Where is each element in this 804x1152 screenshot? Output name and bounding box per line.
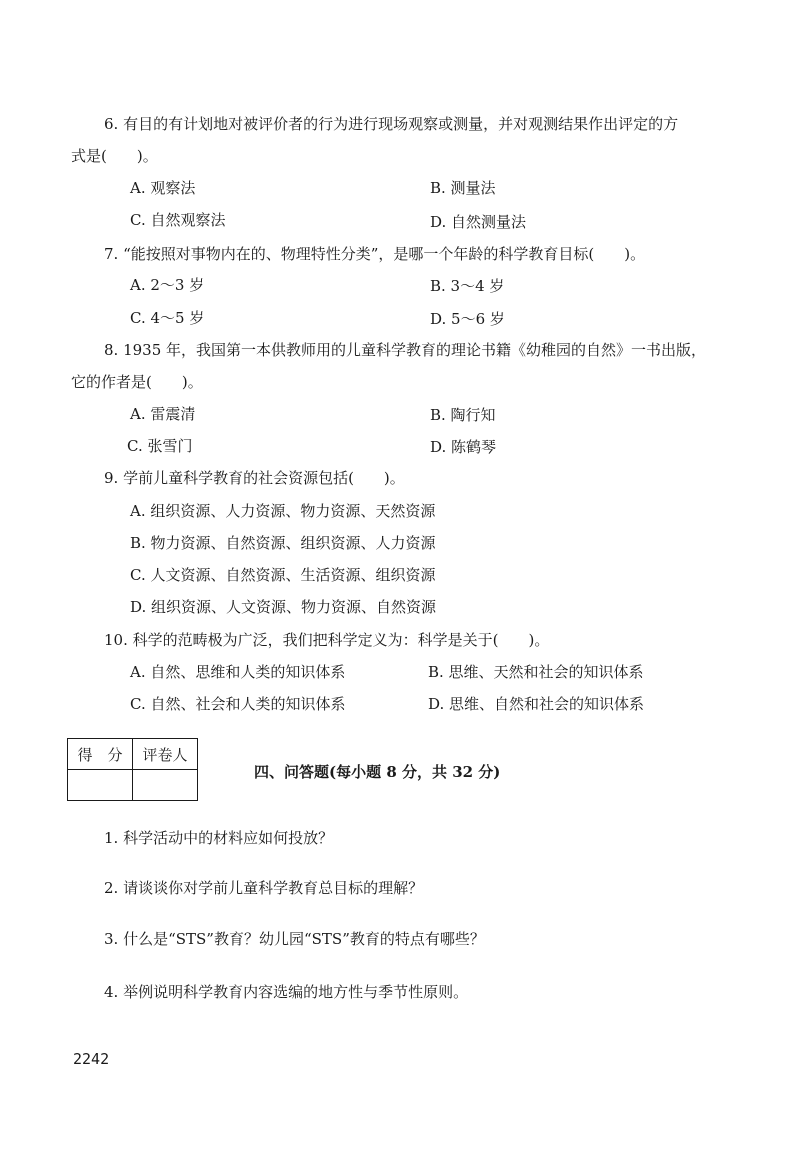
q7-option-c: C. 4～5 岁 bbox=[130, 309, 205, 327]
q10-stem: 10. 科学的范畴极为广泛，我们把科学定义为：科学是关于( )。 bbox=[104, 631, 550, 649]
q8-option-d: D. 陈鹤琴 bbox=[430, 438, 497, 456]
section4-question-4: 4. 举例说明科学教育内容选编的地方性与季节性原则。 bbox=[104, 983, 469, 1001]
q8-stem-line1: 8. 1935 年，我国第一本供教师用的儿童科学教育的理论书籍《幼稚园的自然》一书出版， bbox=[104, 341, 707, 359]
q6-option-a: A. 观察法 bbox=[130, 179, 196, 197]
q9-stem: 9. 学前儿童科学教育的社会资源包括( )。 bbox=[104, 469, 405, 487]
q8-option-a: A. 雷震清 bbox=[130, 405, 196, 423]
page-number: 2242 bbox=[73, 1050, 110, 1068]
q7-stem: 7. “能按照对事物内在的、物理特性分类”，是哪一个年龄的科学教育目标( )。 bbox=[104, 245, 646, 263]
q10-option-d: D. 思维、自然和社会的知识体系 bbox=[428, 695, 645, 713]
score-cell[interactable] bbox=[68, 770, 133, 801]
q9-option-b: B. 物力资源、自然资源、组织资源、人力资源 bbox=[130, 534, 436, 552]
q6-stem-line1: 6. 有目的有计划地对被评价者的行为进行现场观察或测量，并对观测结果作出评定的方 bbox=[104, 115, 679, 133]
grader-label: 评卷人 bbox=[133, 739, 198, 770]
grader-cell[interactable] bbox=[133, 770, 198, 801]
q8-stem-line2: 它的作者是( )。 bbox=[71, 373, 203, 391]
score-label: 得 分 bbox=[68, 739, 133, 770]
q10-option-c: C. 自然、社会和人类的知识体系 bbox=[130, 695, 346, 713]
q10-option-a: A. 自然、思维和人类的知识体系 bbox=[130, 663, 346, 681]
q8-option-b: B. 陶行知 bbox=[430, 406, 496, 424]
q9-option-d: D. 组织资源、人文资源、物力资源、自然资源 bbox=[130, 598, 437, 616]
score-table bbox=[67, 738, 198, 801]
section4-question-3: 3. 什么是“STS”教育？幼儿园“STS”教育的特点有哪些？ bbox=[104, 930, 485, 948]
q9-option-c: C. 人文资源、自然资源、生活资源、组织资源 bbox=[130, 566, 436, 584]
q6-option-b: B. 测量法 bbox=[430, 179, 496, 197]
q7-option-b: B. 3～4 岁 bbox=[430, 277, 505, 295]
q6-option-d: D. 自然测量法 bbox=[430, 213, 527, 231]
q6-stem-line2: 式是( )。 bbox=[71, 147, 158, 165]
q8-option-c: C. 张雪门 bbox=[127, 437, 193, 455]
section4-question-2: 2. 请谈谈你对学前儿童科学教育总目标的理解？ bbox=[104, 879, 424, 897]
section4-title: 四、问答题(每小题 8 分，共 32 分) bbox=[254, 763, 501, 781]
q7-option-a: A. 2～3 岁 bbox=[130, 276, 205, 294]
q6-option-c: C. 自然观察法 bbox=[130, 211, 226, 229]
q10-option-b: B. 思维、天然和社会的知识体系 bbox=[428, 663, 644, 681]
q7-option-d: D. 5～6 岁 bbox=[430, 310, 505, 328]
section4-question-1: 1. 科学活动中的材料应如何投放？ bbox=[104, 829, 334, 847]
q9-option-a: A. 组织资源、人力资源、物力资源、天然资源 bbox=[130, 502, 436, 520]
